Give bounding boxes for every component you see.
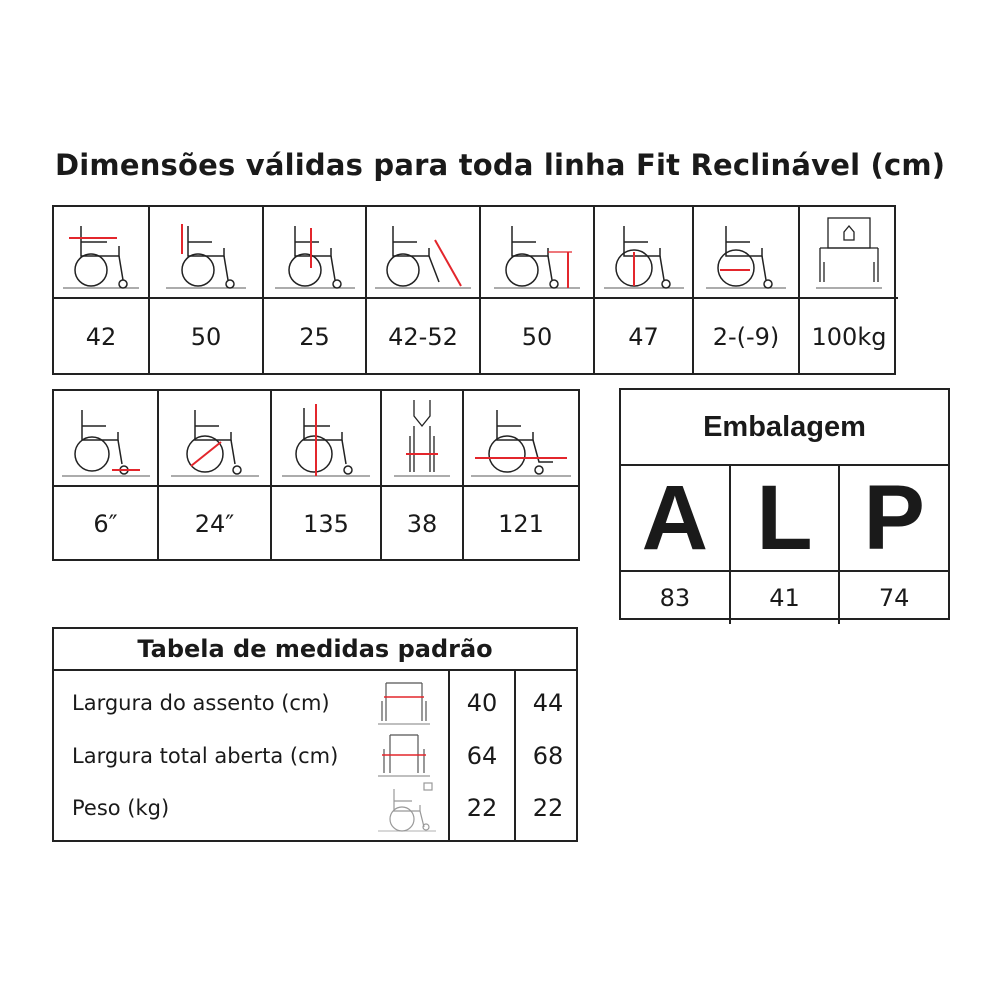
seat-depth-value: 42 bbox=[54, 299, 150, 375]
packaging-letter-height: A bbox=[621, 466, 731, 570]
seat-depth-icon bbox=[54, 207, 150, 297]
folded-width-icon bbox=[382, 391, 464, 485]
seat-height-value: 50 bbox=[481, 299, 595, 375]
leg-length-value: 42-52 bbox=[367, 299, 481, 375]
row-label-weight: Peso (kg) bbox=[72, 796, 170, 820]
folded-width-value: 38 bbox=[382, 487, 464, 561]
seat-angle-value: 2-(-9) bbox=[694, 299, 800, 375]
total-height-value: 135 bbox=[272, 487, 382, 561]
total-open-width-value-2: 68 bbox=[532, 742, 564, 770]
packaging-letter-width: L bbox=[731, 466, 841, 570]
total-height-icon bbox=[272, 391, 382, 485]
rear-wheel-size-icon bbox=[159, 391, 272, 485]
total-open-width-icon bbox=[376, 729, 432, 783]
backrest-height-icon bbox=[150, 207, 264, 297]
row-label-seat-width: Largura do assento (cm) bbox=[72, 691, 330, 715]
rear-wheel-size-value: 24″ bbox=[159, 487, 272, 561]
packaging-table bbox=[619, 388, 950, 620]
backrest-height-value: 50 bbox=[150, 299, 264, 375]
weight-value-1: 22 bbox=[466, 794, 498, 822]
page-title: Dimensões válidas para toda linha Fit Reclinável (cm) bbox=[55, 148, 946, 182]
packaging-value-height: 83 bbox=[621, 572, 731, 624]
total-length-icon bbox=[464, 391, 578, 485]
dimensions-table-2 bbox=[52, 389, 580, 561]
seat-angle-icon bbox=[694, 207, 800, 297]
packaging-value-width: 41 bbox=[731, 572, 841, 624]
standard-measures-table bbox=[52, 627, 578, 842]
packaging-letter-depth: P bbox=[863, 466, 925, 569]
dimensions-table-1 bbox=[52, 205, 896, 375]
row-label-total-open-width: Largura total aberta (cm) bbox=[72, 744, 339, 768]
weight-value-2: 22 bbox=[532, 794, 564, 822]
total-open-width-value-1: 64 bbox=[466, 742, 498, 770]
weight-icon bbox=[376, 781, 438, 837]
max-load-icon bbox=[800, 207, 898, 297]
armrest-height-value: 25 bbox=[264, 299, 367, 375]
seat-height-icon bbox=[481, 207, 595, 297]
packaging-value-depth: 74 bbox=[878, 584, 910, 612]
leg-length-icon bbox=[367, 207, 481, 297]
seat-width-value-1: 40 bbox=[466, 689, 498, 717]
armrest-height-icon bbox=[264, 207, 367, 297]
packaging-title: Embalagem bbox=[621, 390, 948, 466]
caster-size-icon bbox=[54, 391, 159, 485]
standard-table-title: Tabela de medidas padrão bbox=[54, 629, 576, 671]
wheel-diameter-icon bbox=[595, 207, 694, 297]
wheel-diameter-value: 47 bbox=[595, 299, 694, 375]
seat-width-value-2: 44 bbox=[532, 689, 564, 717]
max-load-value: 100kg bbox=[811, 323, 887, 351]
seat-width-icon bbox=[376, 677, 432, 731]
caster-size-value: 6″ bbox=[54, 487, 159, 561]
total-length-value: 121 bbox=[498, 510, 544, 538]
